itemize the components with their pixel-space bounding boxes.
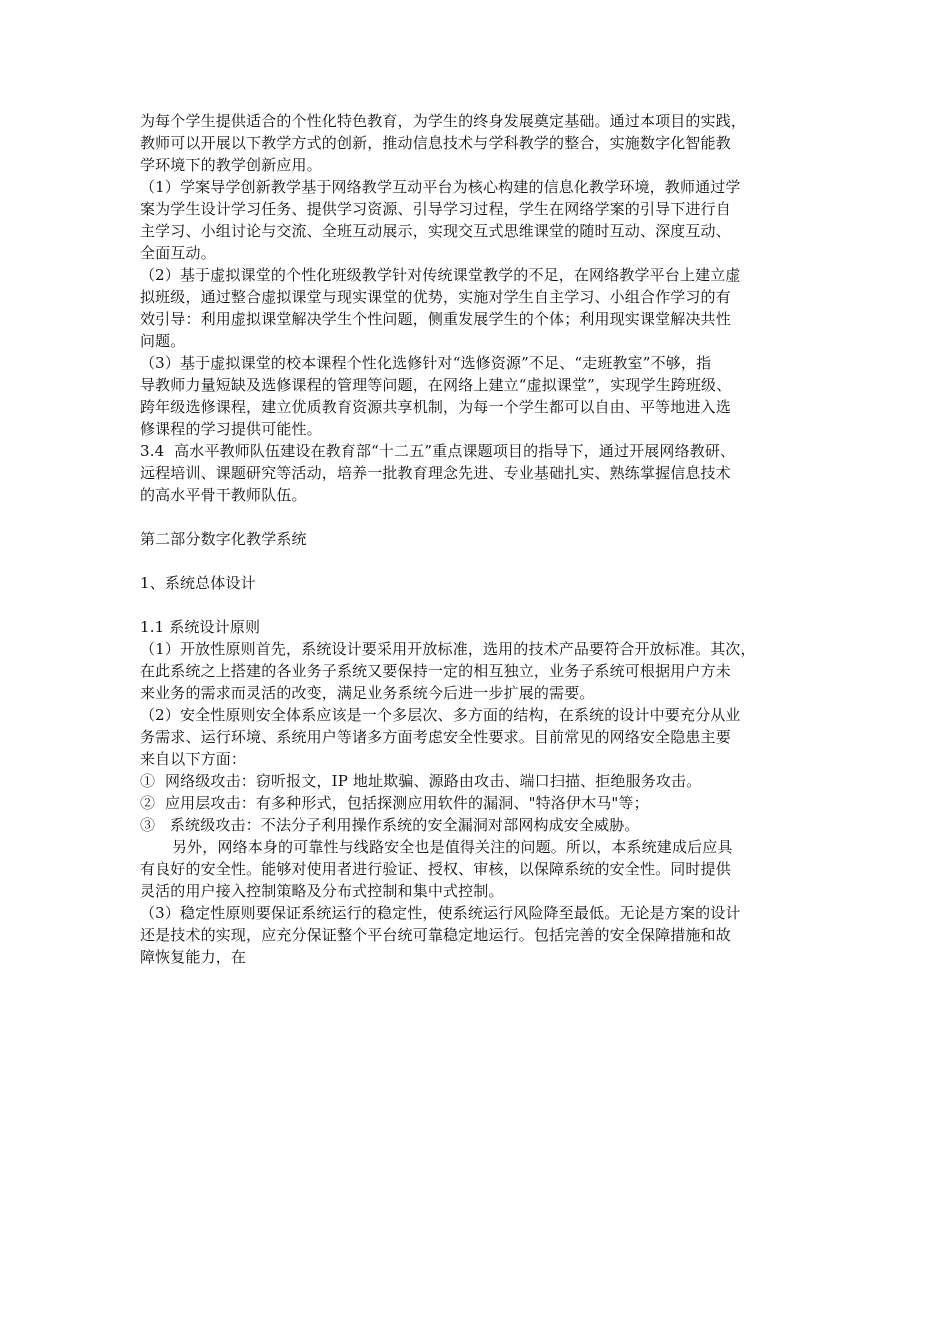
text-line: 在此系统之上搭建的各业务子系统又要保持一定的相互独立，业务子系统可根据用户方未 bbox=[140, 662, 731, 680]
text-line: 灵活的用户接入控制策略及分布式控制和集中式控制。 bbox=[140, 882, 504, 900]
text-line: 务需求、运行环境、系统用户等诸多方面考虑安全性要求。目前常见的网络安全隐患主要 bbox=[140, 728, 731, 746]
text-line: 为每个学生提供适合的个性化特色教育，为学生的终身发展奠定基础。通过本项目的实践， bbox=[140, 112, 747, 130]
list-item: ③ 系统级攻击：不法分子利用操作系统的安全漏洞对部网构成安全威胁。 bbox=[140, 816, 640, 834]
text-line: 来自以下方面： bbox=[140, 750, 247, 768]
text-line: （1）开放性原则首先，系统设计要采用开放标准，选用的技术产品要符合开放标准。其次， bbox=[140, 640, 756, 658]
text-line: （3）基于虚拟课堂的校本课程个性化选修针对“选修资源”不足、“走班教室”不够，指 bbox=[140, 354, 712, 372]
text-line: 有良好的安全性。能够对使用者进行验证、授权、审核，以保障系统的安全性。同时提供 bbox=[140, 860, 731, 878]
text-line: （1）学案导学创新教学基于网络教学互动平台为核心构建的信息化教学环境，教师通过学 bbox=[140, 178, 741, 196]
text-line: 主学习、小组讨论与交流、全班互动展示，实现交互式思维课堂的随时互动、深度互动、 bbox=[140, 222, 731, 240]
text-line: （3）稳定性原则要保证系统运行的稳定性，使系统运行风险降至最低。无论是方案的设计 bbox=[140, 904, 741, 922]
text-line: 全面互动。 bbox=[140, 244, 216, 262]
text-line: 问题。 bbox=[140, 332, 186, 350]
text-line: 另外，网络本身的可靠性与线路安全也是值得关注的问题。所以，本系统建成后应具 bbox=[172, 838, 733, 856]
blank-line bbox=[140, 506, 830, 528]
section-heading-1: 1、系统总体设计 bbox=[140, 574, 256, 592]
text-line: 远程培训、课题研究等活动，培养一批教育理念先进、专业基础扎实、熟练掌握信息技术 bbox=[140, 464, 731, 482]
text-line: 跨年级选修课程，建立优质教育资源共享机制，为每一个学生都可以自由、平等地进入选 bbox=[140, 398, 731, 416]
document-page bbox=[140, 110, 830, 968]
text-line: 导教师力量短缺及选修课程的管理等问题，在网络上建立“虚拟课堂”，实现学生跨班级、 bbox=[140, 376, 732, 394]
text-line: 案为学生设计学习任务、提供学习资源、引导学习过程，学生在网络学案的引导下进行自 bbox=[140, 200, 731, 218]
part-heading: 第二部分数字化教学系统 bbox=[140, 530, 307, 548]
text-line: 拟班级，通过整合虚拟课堂与现实课堂的优势，实施对学生自主学习、小组合作学习的有 bbox=[140, 288, 731, 306]
blank-line bbox=[140, 550, 830, 572]
text-line: 修课程的学习提供可能性。 bbox=[140, 420, 322, 438]
text-line: 效引导：利用虚拟课堂解决学生个性问题，侧重发展学生的个体；利用现实课堂解决共性 bbox=[140, 310, 731, 328]
section-heading-1-1: 1.1 系统设计原则 bbox=[140, 618, 261, 636]
list-item: ① 网络级攻击：窃听报文，IP 地址欺骗、源路由攻击、端口扫描、拒绝服务攻击。 bbox=[140, 772, 702, 790]
blank-line bbox=[140, 594, 830, 616]
text-line: （2）安全性原则安全体系应该是一个多层次、多方面的结构，在系统的设计中要充分从业 bbox=[140, 706, 741, 724]
text-line: 来业务的需求而灵活的改变，满足业务系统今后进一步扩展的需要。 bbox=[140, 684, 595, 702]
text-line: 的高水平骨干教师队伍。 bbox=[140, 486, 307, 504]
text-line: （2）基于虚拟课堂的个性化班级教学针对传统课堂教学的不足，在网络教学平台上建立虚 bbox=[140, 266, 741, 284]
text-line: 还是技术的实现，应充分保证整个平台统可靠稳定地运行。包括完善的安全保障措施和故 bbox=[140, 926, 731, 944]
text-line: 教师可以开展以下教学方式的创新，推动信息技术与学科教学的整合，实施数字化智能教 bbox=[140, 134, 731, 152]
list-item: ② 应用层攻击：有多种形式，包括探测应用软件的漏洞、"特洛伊木马"等； bbox=[140, 794, 649, 812]
section-heading-3-4: 3.4 高水平教师队伍建设在教育部“十二五”重点课题项目的指导下，通过开展网络教研、 bbox=[140, 442, 736, 460]
text-line: 障恢复能力，在 bbox=[140, 948, 247, 966]
text-line: 学环境下的教学创新应用。 bbox=[140, 156, 322, 174]
